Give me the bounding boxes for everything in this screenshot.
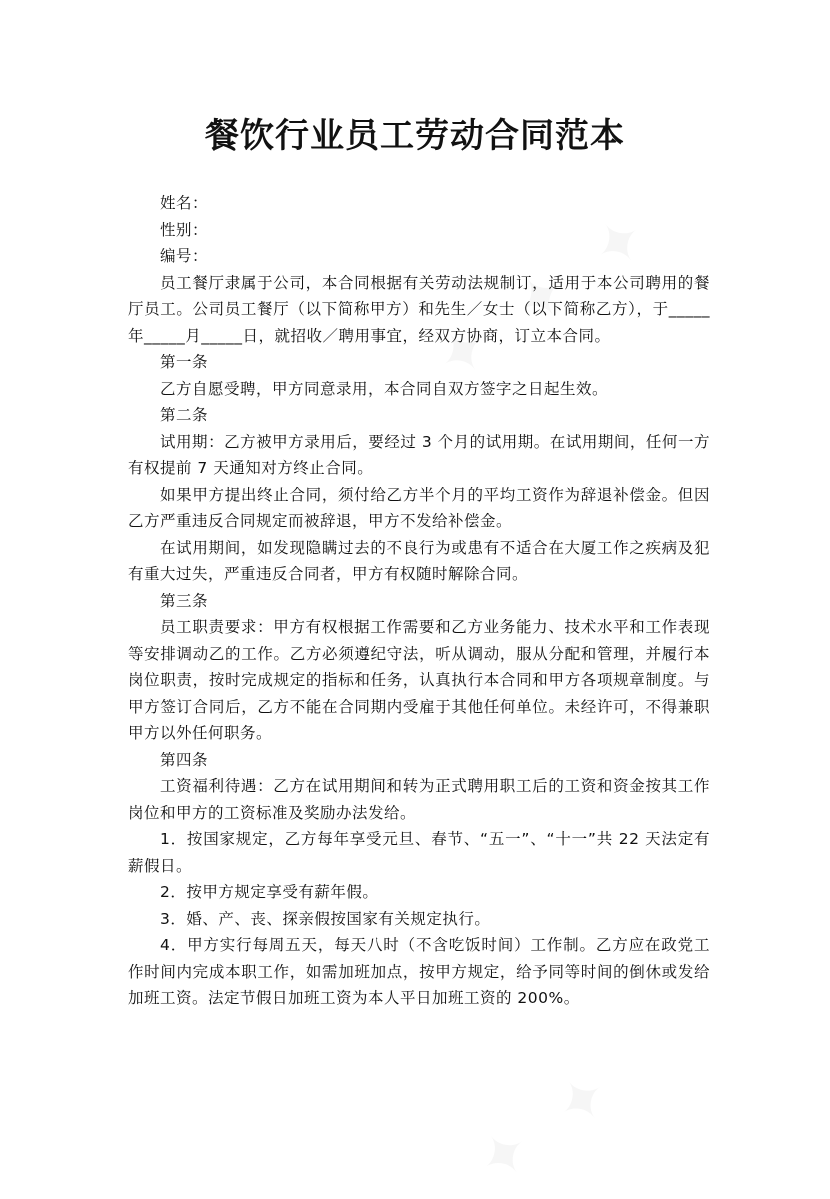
article-4-item-3: 3．婚、产、丧、探亲假按国家有关规定执行。 (160, 909, 491, 928)
article-4-item-1: 1．按国家规定，乙方每年享受元旦、春节、“五一”、“十一”共 22 天法定有薪假日。 (128, 830, 710, 875)
document-body (128, 190, 710, 1012)
intro-paragraph: 员工餐厅隶属于公司，本合同根据有关劳动法规制订，适用于本公司聘用的餐厅员工。公司员工餐厅（以下简称甲方）和先生／女士（以下简称乙方），于_____年_____月_____日，就招收／聘用事宜，经双方协商，订立本合同。 (128, 273, 710, 345)
article-2-dismissal: 在试用期间，如发现隐瞒过去的不良行为或患有不适合在大厦工作之疾病及犯有重大过失，严重违反合同者，甲方有权随时解除合同。 (128, 538, 710, 583)
article-heading-1: 第一条 (160, 353, 209, 371)
field-number: 编号： (160, 247, 209, 265)
article-heading-3: 第三条 (160, 591, 209, 610)
watermark (464, 1051, 633, 1199)
article-2-termination: 如果甲方提出终止合同，须付给乙方半个月的平均工资作为辞退补偿金。但因乙方严重违反合同规定而被辞退，甲方不发给补偿金。 (128, 485, 710, 530)
field-gender: 性别： (160, 220, 209, 239)
article-3-duties: 员工职责要求：甲方有权根据工作需要和乙方业务能力、技术水平和工作表现等安排调动乙的工作。乙方必须遵纪守法，听从调动，服从分配和管理，并履行本岗位职责，按时完成规定的指标和任务，认真执行本合同和甲方各项规章制度。与甲方签订合同后，乙方不能在合同期内受雇于其他任何单位。未经许可，不得兼职甲方以外任何职务。 (128, 618, 710, 742)
article-4-item-4: 4．甲方实行每周五天，每天八时（不含吃饭时间）工作制。乙方应在政党工作时间内完成本职工作，如需加班加点，按甲方规定，给予同等时间的倒休或发给加班工资。法定节假日加班工资为本人平日加班工资的 200%。 (128, 936, 710, 1007)
article-heading-4: 第四条 (160, 750, 209, 769)
article-4-salary: 工资福利待遇：乙方在试用期间和转为正式聘用职工后的工资和资金按其工作岗位和甲方的工资标准及奖励办法发给。 (128, 777, 710, 822)
document-title: 餐饮行业员工劳动合同范本 (205, 116, 625, 156)
article-heading-2: 第二条 (160, 406, 209, 424)
article-1-text: 乙方自愿受聘，甲方同意录用，本合同自双方签字之日起生效。 (160, 379, 609, 398)
article-2-probation: 试用期：乙方被甲方录用后，要经过 3 个月的试用期。在试用期间，任何一方有权提前 7 天通知对方终止合同。 (128, 432, 710, 477)
field-name: 姓名： (160, 194, 209, 212)
article-4-item-2: 2．按甲方规定享受有薪年假。 (160, 883, 379, 901)
